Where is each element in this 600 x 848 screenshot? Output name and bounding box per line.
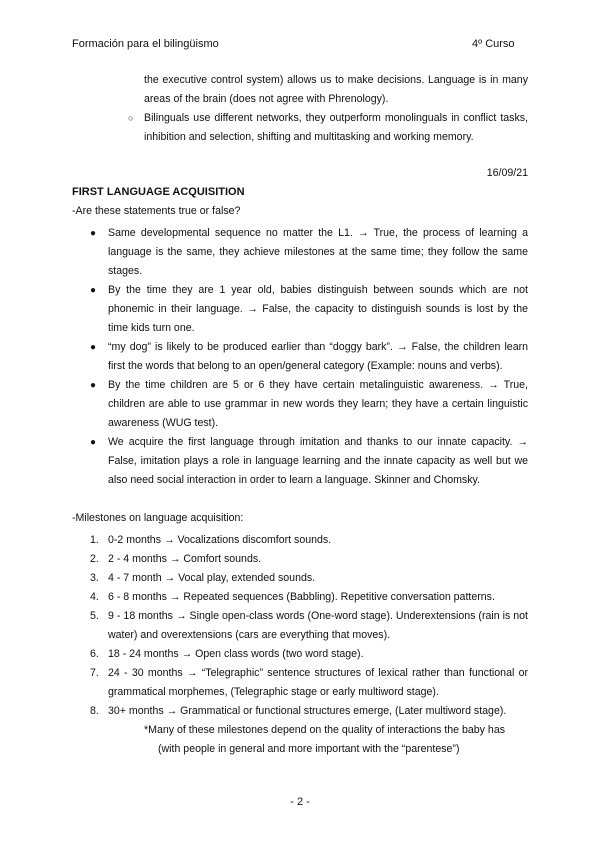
- note-line-1: *Many of these milestones depend on the quality of interactions the baby has: [144, 724, 506, 736]
- statement-text: “my dog” is likely to be produced earlier than “doggy bark”. → False, the children learn first the words that belong to an open/general category (Example: nouns and verbs).: [108, 341, 528, 372]
- statement-item: [72, 224, 528, 281]
- milestone-number: 4.: [90, 591, 99, 603]
- milestone-item: [72, 664, 528, 702]
- milestone-number: 3.: [90, 572, 99, 584]
- milestone-text: 24 - 30 months → “Telegraphic” sentence structures of lexical rather than functional or grammatical morphemes, (Telegraphic stage or early multiword stage).: [108, 667, 528, 698]
- statement-text: By the time children are 5 or 6 they have certain metalinguistic awareness. → True, children are able to use grammar in new words they learn; they have a certain linguistic awareness (WUG test).: [108, 379, 528, 429]
- milestone-item: [72, 607, 528, 645]
- milestones-list: [72, 531, 528, 721]
- milestones-intro: -Milestones on language acquisition:: [72, 512, 244, 524]
- milestone-item: [72, 569, 528, 588]
- milestone-text: 9 - 18 months → Single open-class words (One-word stage). Underextensions (rain is not water) and overextensions (cars are everything that moves).: [108, 610, 528, 641]
- milestone-number: 1.: [90, 534, 99, 546]
- statement-item: [72, 281, 528, 338]
- milestone-item: [72, 702, 528, 721]
- milestone-item: [72, 645, 528, 664]
- milestone-text: 6 - 8 months → Repeated sequences (Babbling). Repetitive conversation patterns.: [108, 591, 495, 603]
- statement-item: [72, 433, 528, 490]
- milestone-text: 30+ months → Grammatical or functional structures emerge, (Later multiword stage).: [108, 705, 507, 717]
- statement-text: We acquire the first language through imitation and thanks to our innate capacity. → False, imitation plays a role in language learning and the innate capacity as well but we also need social interaction in order to learn a language. Skinner and Chomsky.: [108, 436, 528, 486]
- milestone-number: 6.: [90, 648, 99, 660]
- bullet-icon: ●: [90, 437, 97, 448]
- questions-intro: -Are these statements true or false?: [72, 205, 241, 217]
- milestone-text: 4 - 7 month → Vocal play, extended sounds.: [108, 572, 316, 584]
- milestone-item: [72, 588, 528, 607]
- date-label: 16/09/21: [486, 167, 528, 179]
- milestone-number: 7.: [90, 667, 99, 679]
- section-title: FIRST LANGUAGE ACQUISITION: [72, 186, 245, 198]
- milestone-item: [72, 531, 528, 550]
- statement-item: [72, 376, 528, 433]
- milestones-note: [144, 721, 528, 759]
- milestone-item: [72, 550, 528, 569]
- intro-continuation-text: the executive control system) allows us to make decisions. Language is in many areas of the brain (does not agree with Phrenology).: [144, 74, 528, 105]
- milestone-number: 8.: [90, 705, 99, 717]
- milestone-text: 0-2 months → Vocalizations discomfort sounds.: [108, 534, 332, 546]
- document-header-title: Formación para el bilingüismo: [72, 38, 219, 50]
- note-line-2: (with people in general and more important with the “parentese”): [158, 743, 460, 755]
- document-header-course: 4º Curso: [472, 38, 515, 50]
- statement-text: By the time they are 1 year old, babies distinguish between sounds which are not phonemic in their language. → False, the capacity to distinguish sounds is lost by the time kids turn one.: [108, 284, 528, 334]
- statement-text: Same developmental sequence no matter the L1. → True, the process of learning a language is the same, they achieve milestones at the same time; they follow the same stages.: [108, 227, 528, 277]
- statements-list: [72, 224, 528, 490]
- bullet-icon: ●: [90, 228, 97, 239]
- bullet-icon: ●: [90, 342, 97, 353]
- page-number: - 2 -: [290, 796, 310, 808]
- intro-circle-item: Bilinguals use different networks, they outperform monolinguals in conflict tasks, inhibition and selection, shifting and multitasking and working memory.: [144, 112, 528, 143]
- statement-item: [72, 338, 528, 376]
- milestone-text: 2 - 4 months → Comfort sounds.: [108, 553, 262, 565]
- bullet-icon: ●: [90, 380, 97, 391]
- milestone-text: 18 - 24 months → Open class words (two word stage).: [108, 648, 364, 660]
- bullet-icon: ●: [90, 285, 97, 296]
- milestone-number: 5.: [90, 610, 99, 622]
- milestone-number: 2.: [90, 553, 99, 565]
- circle-bullet-icon: ○: [128, 113, 134, 123]
